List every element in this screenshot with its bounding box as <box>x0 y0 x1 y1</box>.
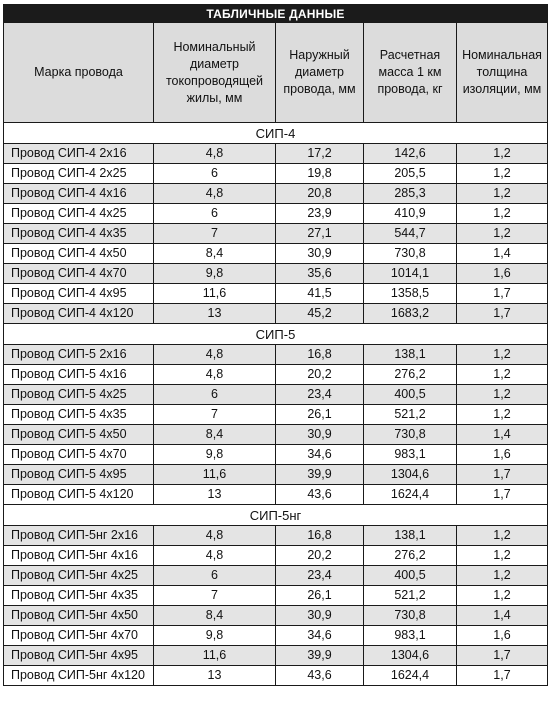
cell-mass-per-km: 730,8 <box>364 606 457 626</box>
cell-mass-per-km: 410,9 <box>364 204 457 224</box>
cell-outer-diameter: 26,1 <box>276 586 364 606</box>
table-row <box>4 224 548 244</box>
cell-outer-diameter: 27,1 <box>276 224 364 244</box>
cell-mass-per-km: 400,5 <box>364 566 457 586</box>
cell-mass-per-km: 138,1 <box>364 526 457 546</box>
cell-wire-brand: Провод СИП-5 4х120 <box>4 485 154 505</box>
cell-insulation-thickness: 1,2 <box>457 164 548 184</box>
cell-insulation-thickness: 1,4 <box>457 244 548 264</box>
header-wire-brand: Марка провода <box>4 23 154 123</box>
cell-insulation-thickness: 1,2 <box>457 204 548 224</box>
cell-core-diameter: 8,4 <box>154 244 276 264</box>
cell-insulation-thickness: 1,2 <box>457 144 548 164</box>
cell-wire-brand: Провод СИП-5нг 4х50 <box>4 606 154 626</box>
cell-wire-brand: Провод СИП-4 4х16 <box>4 184 154 204</box>
cell-insulation-thickness: 1,2 <box>457 566 548 586</box>
cell-insulation-thickness: 1,2 <box>457 526 548 546</box>
cell-outer-diameter: 23,9 <box>276 204 364 224</box>
table-row <box>4 144 548 164</box>
table-row <box>4 425 548 445</box>
cell-outer-diameter: 16,8 <box>276 345 364 365</box>
section-title: СИП-5 <box>4 324 548 345</box>
cell-core-diameter: 6 <box>154 204 276 224</box>
cell-core-diameter: 7 <box>154 586 276 606</box>
wire-specs-table <box>3 4 548 686</box>
cell-mass-per-km: 521,2 <box>364 586 457 606</box>
cell-mass-per-km: 521,2 <box>364 405 457 425</box>
section-row <box>4 123 548 144</box>
cell-wire-brand: Провод СИП-4 4х120 <box>4 304 154 324</box>
table-row <box>4 606 548 626</box>
cell-mass-per-km: 983,1 <box>364 626 457 646</box>
cell-wire-brand: Провод СИП-5 4х50 <box>4 425 154 445</box>
cell-insulation-thickness: 1,7 <box>457 646 548 666</box>
table-row <box>4 586 548 606</box>
cell-wire-brand: Провод СИП-5 2х16 <box>4 345 154 365</box>
cell-outer-diameter: 17,2 <box>276 144 364 164</box>
cell-wire-brand: Провод СИП-4 4х95 <box>4 284 154 304</box>
cell-core-diameter: 9,8 <box>154 626 276 646</box>
header-insulation-thickness: Номинальная толщина изоляции, мм <box>457 23 548 123</box>
table-row <box>4 304 548 324</box>
cell-outer-diameter: 30,9 <box>276 244 364 264</box>
header-outer-diameter: Наружный диаметр провода, мм <box>276 23 364 123</box>
cell-wire-brand: Провод СИП-5 4х25 <box>4 385 154 405</box>
cell-mass-per-km: 276,2 <box>364 365 457 385</box>
cell-core-diameter: 11,6 <box>154 284 276 304</box>
cell-outer-diameter: 20,2 <box>276 546 364 566</box>
cell-core-diameter: 13 <box>154 304 276 324</box>
cell-outer-diameter: 19,8 <box>276 164 364 184</box>
cell-outer-diameter: 39,9 <box>276 646 364 666</box>
cell-wire-brand: Провод СИП-4 4х35 <box>4 224 154 244</box>
cell-core-diameter: 4,8 <box>154 345 276 365</box>
cell-core-diameter: 13 <box>154 485 276 505</box>
cell-insulation-thickness: 1,7 <box>457 304 548 324</box>
cell-insulation-thickness: 1,7 <box>457 485 548 505</box>
cell-insulation-thickness: 1,2 <box>457 345 548 365</box>
cell-wire-brand: Провод СИП-5нг 4х95 <box>4 646 154 666</box>
cell-core-diameter: 6 <box>154 164 276 184</box>
cell-core-diameter: 8,4 <box>154 606 276 626</box>
cell-mass-per-km: 285,3 <box>364 184 457 204</box>
cell-mass-per-km: 138,1 <box>364 345 457 365</box>
table-row <box>4 646 548 666</box>
cell-wire-brand: Провод СИП-5 4х16 <box>4 365 154 385</box>
section-row <box>4 324 548 345</box>
cell-outer-diameter: 30,9 <box>276 606 364 626</box>
cell-core-diameter: 11,6 <box>154 646 276 666</box>
cell-outer-diameter: 34,6 <box>276 445 364 465</box>
table-row <box>4 546 548 566</box>
cell-wire-brand: Провод СИП-5 4х70 <box>4 445 154 465</box>
table-row <box>4 405 548 425</box>
cell-core-diameter: 4,8 <box>154 526 276 546</box>
cell-insulation-thickness: 1,7 <box>457 284 548 304</box>
cell-insulation-thickness: 1,2 <box>457 405 548 425</box>
table-body <box>4 123 548 686</box>
cell-core-diameter: 4,8 <box>154 365 276 385</box>
cell-wire-brand: Провод СИП-5 4х95 <box>4 465 154 485</box>
cell-insulation-thickness: 1,2 <box>457 365 548 385</box>
cell-core-diameter: 7 <box>154 224 276 244</box>
cell-outer-diameter: 43,6 <box>276 666 364 686</box>
cell-outer-diameter: 20,2 <box>276 365 364 385</box>
header-mass-per-km: Расчетная масса 1 км провода, кг <box>364 23 457 123</box>
table-header-row <box>4 23 548 123</box>
table-row <box>4 465 548 485</box>
header-core-diameter: Номинальный диаметр токопроводящей жилы, мм <box>154 23 276 123</box>
cell-core-diameter: 11,6 <box>154 465 276 485</box>
cell-outer-diameter: 43,6 <box>276 485 364 505</box>
cell-mass-per-km: 142,6 <box>364 144 457 164</box>
cell-insulation-thickness: 1,7 <box>457 666 548 686</box>
cell-wire-brand: Провод СИП-5нг 4х16 <box>4 546 154 566</box>
cell-wire-brand: Провод СИП-5нг 4х35 <box>4 586 154 606</box>
cell-wire-brand: Провод СИП-5нг 4х70 <box>4 626 154 646</box>
cell-mass-per-km: 1304,6 <box>364 465 457 485</box>
cell-outer-diameter: 23,4 <box>276 385 364 405</box>
cell-mass-per-km: 205,5 <box>364 164 457 184</box>
cell-insulation-thickness: 1,4 <box>457 606 548 626</box>
section-title: СИП-4 <box>4 123 548 144</box>
cell-mass-per-km: 730,8 <box>364 425 457 445</box>
cell-mass-per-km: 400,5 <box>364 385 457 405</box>
table-row <box>4 666 548 686</box>
cell-core-diameter: 6 <box>154 566 276 586</box>
cell-outer-diameter: 23,4 <box>276 566 364 586</box>
cell-insulation-thickness: 1,2 <box>457 546 548 566</box>
cell-wire-brand: Провод СИП-5нг 4х120 <box>4 666 154 686</box>
table-row <box>4 445 548 465</box>
table-row <box>4 485 548 505</box>
cell-wire-brand: Провод СИП-4 2х16 <box>4 144 154 164</box>
cell-core-diameter: 9,8 <box>154 445 276 465</box>
cell-insulation-thickness: 1,6 <box>457 264 548 284</box>
cell-outer-diameter: 20,8 <box>276 184 364 204</box>
table-row <box>4 244 548 264</box>
table-container <box>3 4 547 686</box>
table-row <box>4 284 548 304</box>
cell-outer-diameter: 41,5 <box>276 284 364 304</box>
cell-mass-per-km: 1358,5 <box>364 284 457 304</box>
cell-wire-brand: Провод СИП-5нг 2х16 <box>4 526 154 546</box>
table-row <box>4 264 548 284</box>
cell-core-diameter: 4,8 <box>154 144 276 164</box>
section-row <box>4 505 548 526</box>
cell-core-diameter: 13 <box>154 666 276 686</box>
cell-core-diameter: 9,8 <box>154 264 276 284</box>
table-row <box>4 566 548 586</box>
table-row <box>4 365 548 385</box>
table-row <box>4 626 548 646</box>
cell-insulation-thickness: 1,2 <box>457 224 548 244</box>
cell-insulation-thickness: 1,6 <box>457 445 548 465</box>
cell-outer-diameter: 35,6 <box>276 264 364 284</box>
table-title: ТАБЛИЧНЫЕ ДАННЫЕ <box>4 5 548 23</box>
cell-mass-per-km: 1014,1 <box>364 264 457 284</box>
cell-core-diameter: 6 <box>154 385 276 405</box>
table-row <box>4 184 548 204</box>
cell-mass-per-km: 276,2 <box>364 546 457 566</box>
cell-outer-diameter: 26,1 <box>276 405 364 425</box>
cell-outer-diameter: 45,2 <box>276 304 364 324</box>
cell-mass-per-km: 544,7 <box>364 224 457 244</box>
cell-mass-per-km: 1624,4 <box>364 666 457 686</box>
table-title-row <box>4 5 548 23</box>
cell-mass-per-km: 1624,4 <box>364 485 457 505</box>
cell-insulation-thickness: 1,2 <box>457 184 548 204</box>
cell-outer-diameter: 39,9 <box>276 465 364 485</box>
cell-wire-brand: Провод СИП-5 4х35 <box>4 405 154 425</box>
cell-mass-per-km: 1683,2 <box>364 304 457 324</box>
cell-core-diameter: 7 <box>154 405 276 425</box>
cell-insulation-thickness: 1,7 <box>457 465 548 485</box>
cell-wire-brand: Провод СИП-4 4х25 <box>4 204 154 224</box>
cell-core-diameter: 4,8 <box>154 546 276 566</box>
cell-insulation-thickness: 1,6 <box>457 626 548 646</box>
section-title: СИП-5нг <box>4 505 548 526</box>
cell-outer-diameter: 30,9 <box>276 425 364 445</box>
cell-core-diameter: 4,8 <box>154 184 276 204</box>
table-row <box>4 385 548 405</box>
cell-mass-per-km: 1304,6 <box>364 646 457 666</box>
cell-wire-brand: Провод СИП-5нг 4х25 <box>4 566 154 586</box>
cell-outer-diameter: 16,8 <box>276 526 364 546</box>
table-row <box>4 204 548 224</box>
cell-insulation-thickness: 1,2 <box>457 385 548 405</box>
table-row <box>4 345 548 365</box>
table-row <box>4 164 548 184</box>
cell-mass-per-km: 730,8 <box>364 244 457 264</box>
cell-wire-brand: Провод СИП-4 4х50 <box>4 244 154 264</box>
cell-insulation-thickness: 1,4 <box>457 425 548 445</box>
cell-insulation-thickness: 1,2 <box>457 586 548 606</box>
cell-core-diameter: 8,4 <box>154 425 276 445</box>
cell-outer-diameter: 34,6 <box>276 626 364 646</box>
cell-wire-brand: Провод СИП-4 4х70 <box>4 264 154 284</box>
cell-wire-brand: Провод СИП-4 2х25 <box>4 164 154 184</box>
cell-mass-per-km: 983,1 <box>364 445 457 465</box>
table-row <box>4 526 548 546</box>
